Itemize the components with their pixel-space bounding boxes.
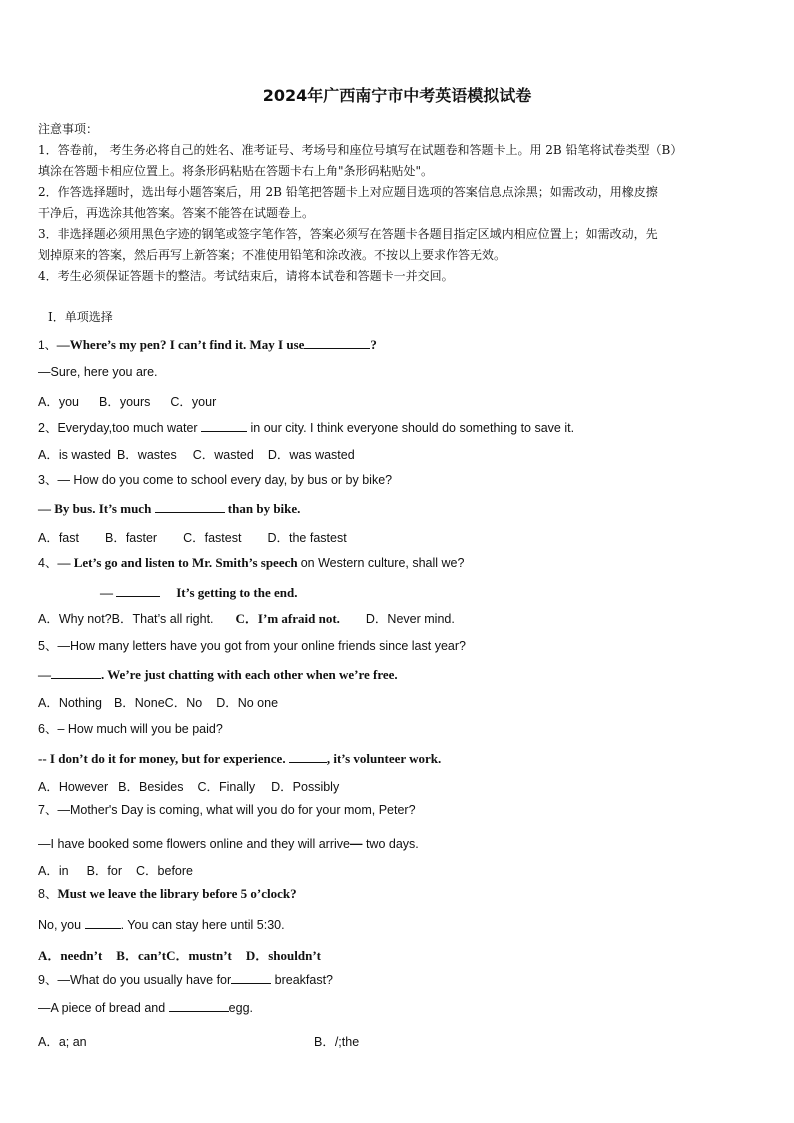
- reply-text: —I have booked some flowers online and they will arrive: [38, 837, 350, 851]
- reply-text: — By bus. It’s much: [38, 501, 152, 516]
- question-6: [38, 719, 223, 737]
- reply-text: . You can stay here until 5:30.: [120, 918, 285, 932]
- option-d: D．Possibly: [271, 780, 340, 794]
- options-3: [38, 528, 347, 546]
- question-1: [38, 336, 377, 353]
- option-c: C．wasted: [192, 448, 254, 462]
- reply-text: . We’re just chatting with each other when we’re free.: [101, 667, 398, 682]
- notes-heading: 注意事项：: [38, 122, 99, 136]
- question-text: on Western culture, shall we?: [300, 556, 465, 570]
- option-c: C．before: [136, 864, 193, 878]
- reply-text: -- I don’t do it for money, but for experience.: [38, 751, 286, 766]
- option-b: B．for: [86, 864, 123, 878]
- option-c: C．mustn’t: [166, 948, 232, 963]
- reply-dash: —: [349, 837, 363, 851]
- option-b: B．yours: [99, 395, 151, 409]
- answer-blank: [201, 419, 247, 432]
- note-line: 干净后，再选涂其他答案。答案不能答在试题卷上。: [38, 206, 315, 220]
- question-number: 4、: [38, 556, 58, 570]
- answer-blank: [304, 336, 370, 349]
- question-text: – How much will you be paid?: [57, 722, 223, 736]
- question-number: 3、: [38, 473, 58, 487]
- reply-3: [38, 500, 300, 517]
- question-text: Everyday,too much water: [57, 421, 198, 435]
- option-b: B．None: [113, 696, 165, 710]
- question-8: [38, 884, 297, 902]
- reply-4: [100, 584, 297, 601]
- question-number: 1、: [38, 338, 57, 352]
- option-b: B．Besides: [118, 780, 184, 794]
- reply-1: —Sure, here you are.: [38, 365, 158, 379]
- question-7: [38, 800, 416, 818]
- reply-text: than by bike.: [227, 501, 301, 516]
- option-b: B．/;the: [314, 1035, 360, 1049]
- option-b: B．faster: [105, 531, 158, 545]
- question-5: [38, 636, 466, 654]
- option-a: A．fast: [38, 531, 79, 545]
- reply-text: two days.: [365, 837, 419, 851]
- option-a: A．needn’t: [38, 948, 103, 963]
- option-b: B．That’s all right.: [111, 612, 214, 626]
- option-b: B．wastes: [116, 448, 177, 462]
- question-number: 8、: [38, 887, 58, 901]
- option-c: C．fastest: [183, 531, 242, 545]
- option-c: C．Finally: [197, 780, 256, 794]
- option-a: A．Why not?: [38, 612, 112, 626]
- answer-blank: [85, 916, 121, 929]
- question-text: — Let’s go and listen to Mr. Smith’s speech: [57, 555, 298, 570]
- question-text: —What do you usually have for: [57, 973, 232, 987]
- reply-8: [38, 916, 285, 932]
- question-text: ?: [370, 337, 377, 352]
- reply-text: , it’s volunteer work.: [326, 751, 442, 766]
- question-text: — How do you come to school every day, by bus or by bike?: [57, 473, 393, 487]
- answer-blank: [155, 500, 225, 513]
- reply-7: [38, 837, 419, 851]
- option-a: A．Nothing: [38, 696, 102, 710]
- question-text: breakfast?: [274, 973, 334, 987]
- question-number: 7、: [38, 803, 58, 817]
- option-c: C．your: [170, 395, 217, 409]
- option-d: D．shouldn’t: [245, 948, 321, 963]
- reply-5: [38, 666, 398, 683]
- option-a: A．you: [38, 395, 79, 409]
- reply-text: —A piece of bread and: [38, 1001, 166, 1015]
- section-heading: Ⅰ．单项选择: [48, 310, 113, 324]
- answer-blank: [289, 750, 327, 763]
- question-4: [38, 553, 464, 571]
- option-a: A．is wasted: [38, 448, 111, 462]
- option-b: B．can’t: [116, 948, 167, 963]
- answer-blank: [169, 999, 229, 1012]
- reply-text: egg.: [228, 1001, 254, 1015]
- note-line: 划掉原来的答案，然后再写上新答案；不准使用铅笔和涂改液。不按以上要求作答无效。: [38, 248, 507, 262]
- option-d: D．the fastest: [267, 531, 347, 545]
- question-3: [38, 470, 392, 488]
- option-d: D．was wasted: [267, 448, 355, 462]
- option-d: D．No one: [216, 696, 279, 710]
- note-line: 3．非选择题必须用黑色字迹的钢笔或签字笔作答，答案必须写在答题卡各题目指定区域内相应位置上；如需改动，先: [38, 227, 658, 241]
- question-number: 2、: [38, 421, 58, 435]
- question-text: —How many letters have you got from your online friends since last year?: [57, 639, 466, 653]
- note-line: 4．考生必须保证答题卡的整洁。考试结束后，请将本试卷和答题卡一并交回。: [38, 269, 454, 283]
- option-a: A．in: [38, 864, 69, 878]
- options-6: [38, 777, 339, 795]
- options-1: [38, 392, 216, 410]
- options-8: [38, 945, 321, 964]
- question-9: [38, 970, 333, 988]
- options-2: [38, 445, 355, 463]
- reply-text: —: [100, 585, 113, 600]
- reply-6: [38, 750, 441, 767]
- option-c: C．I’m afraid not.: [235, 611, 340, 626]
- note-line: 2．作答选择题时，选出每小题答案后，用 2B 铅笔把答题卡上对应题目选项的答案信息点涂黑；如需改动，用橡皮擦: [38, 185, 658, 199]
- note-line: 1．答卷前， 考生务必将自己的姓名、准考证号、考场号和座位号填写在试题卷和答题卡上。用 2B 铅笔将试卷类型（B）: [38, 143, 683, 157]
- answer-blank: [116, 584, 160, 597]
- reply-text: —: [38, 667, 51, 682]
- option-c: C．No: [164, 696, 203, 710]
- options-7: [38, 861, 193, 879]
- question-number: 9、: [38, 973, 58, 987]
- note-line: 填涂在答题卡相应位置上。将条形码粘贴在答题卡右上角"条形码粘贴处"。: [38, 164, 434, 178]
- answer-blank: [51, 666, 101, 679]
- options-9: [38, 1032, 758, 1050]
- question-text: in our city. I think everyone should do something to save it.: [250, 421, 575, 435]
- reply-9: [38, 999, 253, 1015]
- option-d: D．Never mind.: [365, 612, 455, 626]
- question-number: 5、: [38, 639, 58, 653]
- option-a: A．However: [38, 780, 109, 794]
- option-a: A．a; an: [38, 1035, 87, 1049]
- options-5: [38, 693, 278, 711]
- answer-blank: [231, 971, 271, 984]
- question-text: Must we leave the library before 5 o’clock?: [57, 886, 297, 901]
- question-text: —Mother's Day is coming, what will you do for your mom, Peter?: [57, 803, 416, 817]
- question-text: —Where’s my pen? I can’t find it. May I use: [56, 337, 305, 352]
- question-2: [38, 418, 574, 436]
- page-title: 2024年广西南宁市中考英语模拟试卷: [262, 86, 532, 105]
- reply-text: No, you: [38, 918, 82, 932]
- options-4: [38, 608, 455, 627]
- reply-text: It’s getting to the end.: [176, 585, 298, 600]
- question-number: 6、: [38, 722, 58, 736]
